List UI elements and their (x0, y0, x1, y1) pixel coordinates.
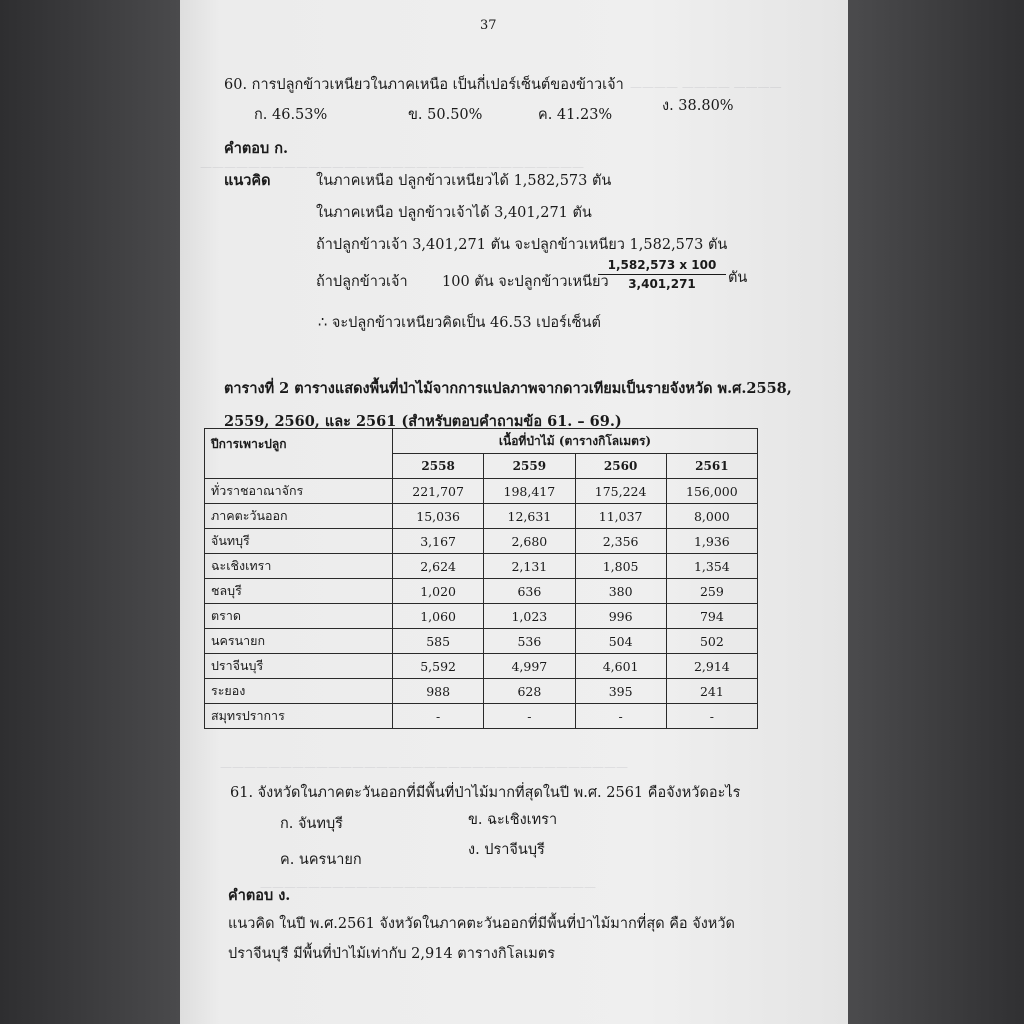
dark-background-left (0, 0, 180, 1024)
table-cell: 156,000 (666, 479, 757, 504)
table-row (205, 529, 758, 554)
table-cell: 2,680 (484, 529, 575, 554)
show-through: ———— ———— ———— (630, 80, 782, 94)
option-b: ข. 50.50% (408, 107, 483, 123)
table-cell: 2,356 (575, 529, 666, 554)
table-cell: 1,060 (393, 604, 484, 629)
table-row (205, 554, 758, 579)
table-cell: 2,624 (393, 554, 484, 579)
table-row (205, 629, 758, 654)
province-name: ปราจีนบุรี (205, 654, 393, 679)
explain-line-1: ในภาคเหนือ ปลูกข้าวเหนียวได้ 1,582,573 ตัน (316, 173, 612, 189)
table-row (205, 704, 758, 729)
province-name: ระยอง (205, 679, 393, 704)
table-caption-line-2: 2559, 2560, และ 2561 (สำหรับตอบคำถามข้อ 61. – 69.) (224, 413, 622, 430)
year-header: 2559 (484, 454, 575, 479)
table-cell: 502 (666, 629, 757, 654)
table-cell: 5,592 (393, 654, 484, 679)
explain-line-4-left: ถ้าปลูกข้าวเจ้า (316, 274, 408, 290)
province-name: ตราด (205, 604, 393, 629)
table-row (205, 654, 758, 679)
table-cell: 2,131 (484, 554, 575, 579)
table-cell: 536 (484, 629, 575, 654)
conclusion-60: ∴ จะปลูกข้าวเหนียวคิดเป็น 46.53 เปอร์เซ็นต์ (318, 315, 601, 331)
fraction-unit: ตัน (728, 270, 748, 286)
province-name: จันทบุรี (205, 529, 393, 554)
show-through: ———————————————————————————————— (200, 160, 584, 174)
table-cell: 504 (575, 629, 666, 654)
table-cell: - (484, 704, 575, 729)
table-cell: 794 (666, 604, 757, 629)
table-cell: 221,707 (393, 479, 484, 504)
table-cell: 636 (484, 579, 575, 604)
fraction-numerator: 1,582,573 x 100 (598, 258, 726, 275)
option-d: ง. 38.80% (662, 98, 734, 114)
province-name: นครนายก (205, 629, 393, 654)
table-row (205, 679, 758, 704)
explain-line-4-mid: 100 ตัน จะปลูกข้าวเหนียว (442, 274, 609, 290)
table-cell: 585 (393, 629, 484, 654)
question-61: 61. จังหวัดในภาคตะวันออกที่มีพื้นที่ป่าไม้มากที่สุดในปี พ.ศ. 2561 คือจังหวัดอะไร (230, 785, 741, 801)
table-cell: 175,224 (575, 479, 666, 504)
table-row (205, 604, 758, 629)
forest-area-table (204, 428, 758, 729)
answer-60: คำตอบ ก. (224, 140, 289, 157)
table-cell: 996 (575, 604, 666, 629)
table-cell: 395 (575, 679, 666, 704)
table-cell: 241 (666, 679, 757, 704)
show-through: ———————————————————————————— (260, 880, 596, 894)
table-cell: 1,936 (666, 529, 757, 554)
explain-61-line-1: แนวคิด ในปี พ.ศ.2561 จังหวัดในภาคตะวันออกที่มีพื้นที่ป่าไม้มากที่สุด คือ จังหวัด (228, 916, 735, 932)
explain-line-3: ถ้าปลูกข้าวเจ้า 3,401,271 ตัน จะปลูกข้าวเหนียว 1,582,573 ตัน (316, 237, 728, 253)
table-cell: - (393, 704, 484, 729)
option-c: ค. นครนายก (280, 852, 362, 868)
table-header-row (205, 429, 758, 454)
header-year-column: ปีการเพาะปลูก (205, 429, 393, 479)
province-name: ฉะเชิงเทรา (205, 554, 393, 579)
table-cell: 1,805 (575, 554, 666, 579)
table-cell: 8,000 (666, 504, 757, 529)
explain-label-60: แนวคิด (224, 172, 271, 189)
table-cell: 1,020 (393, 579, 484, 604)
option-b: ข. ฉะเชิงเทรา (468, 812, 558, 828)
year-header: 2560 (575, 454, 666, 479)
table-cell: - (575, 704, 666, 729)
province-name: ภาคตะวันออก (205, 504, 393, 529)
table-row (205, 479, 758, 504)
table-cell: 4,601 (575, 654, 666, 679)
table-cell: 259 (666, 579, 757, 604)
table-cell: 15,036 (393, 504, 484, 529)
table-cell: 4,997 (484, 654, 575, 679)
table-cell: - (666, 704, 757, 729)
question-60: 60. การปลูกข้าวเหนียวในภาคเหนือ เป็นกี่เปอร์เซ็นต์ของข้าวเจ้า (224, 77, 624, 93)
table-cell: 628 (484, 679, 575, 704)
year-header: 2561 (666, 454, 757, 479)
answer-61: คำตอบ ง. (228, 887, 291, 904)
table-cell: 2,914 (666, 654, 757, 679)
dark-background-right (848, 0, 1024, 1024)
fraction (598, 258, 726, 291)
explain-61-line-2: ปราจีนบุรี มีพื้นที่ป่าไม้เท่ากับ 2,914 ตารางกิโลเมตร (228, 946, 556, 962)
fraction-denominator: 3,401,271 (628, 277, 696, 291)
table-cell: 380 (575, 579, 666, 604)
option-c: ค. 41.23% (538, 107, 613, 123)
table-row (205, 579, 758, 604)
page-number: 37 (480, 18, 497, 33)
show-through: —————————————————————————————————— (220, 760, 628, 774)
province-name: ทั่วราชอาณาจักร (205, 479, 393, 504)
table-caption-line-1: ตารางที่ 2 ตารางแสดงพื้นที่ป่าไม้จากการแปลภาพจากดาวเทียมเป็นรายจังหวัด พ.ศ.2558, (224, 380, 792, 397)
table-cell: 1,023 (484, 604, 575, 629)
explain-line-2: ในภาคเหนือ ปลูกข้าวเจ้าได้ 3,401,271 ตัน (316, 205, 592, 221)
header-forest-area: เนื้อที่ป่าไม้ (ตารางกิโลเมตร) (393, 429, 758, 454)
option-d: ง. ปราจีนบุรี (468, 842, 545, 858)
option-a: ก. 46.53% (254, 107, 328, 123)
table-cell: 1,354 (666, 554, 757, 579)
year-header: 2558 (393, 454, 484, 479)
province-name: ชลบุรี (205, 579, 393, 604)
option-a: ก. จันทบุรี (280, 816, 343, 832)
province-name: สมุทรปราการ (205, 704, 393, 729)
table-cell: 12,631 (484, 504, 575, 529)
table-cell: 11,037 (575, 504, 666, 529)
table-cell: 198,417 (484, 479, 575, 504)
table-row (205, 504, 758, 529)
table-cell: 988 (393, 679, 484, 704)
table-cell: 3,167 (393, 529, 484, 554)
book-page (180, 0, 848, 1024)
